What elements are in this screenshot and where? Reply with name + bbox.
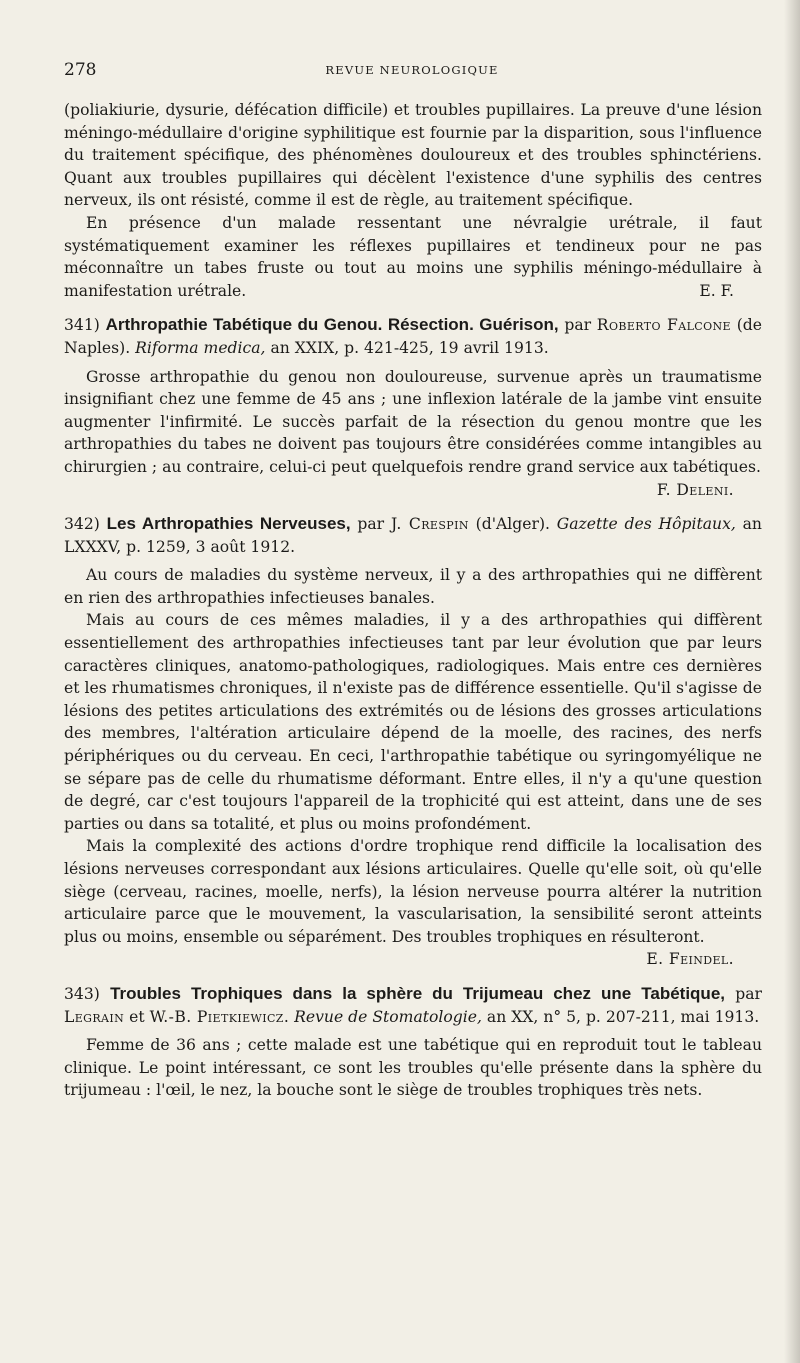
entry-location: (de Naples).	[64, 316, 762, 357]
entry-number: 343)	[64, 984, 100, 1003]
paragraph	[64, 212, 762, 302]
journal-name: Revue de Stomatologie,	[294, 1007, 482, 1026]
entry-343	[64, 983, 762, 1102]
entry-number: 341)	[64, 316, 100, 335]
paragraph: Au cours de maladies du système nerveux, il y a des arthropathies qui ne diffèrent en rien des arthropathies infectieuses banales.	[64, 566, 762, 607]
entry-author: Roberto Falcone	[596, 316, 731, 335]
entry-author: W.-B. Pietkiewicz.	[149, 1007, 290, 1026]
paragraph: Femme de 36 ans ; cette malade est une tabétique qui en reproduit tout le tableau clinique. Le point intéressant, ce sont les troubles qu'elle présente dans la sphère du trijumeau : l'œil, le nez, la bouche sont le siège de troubles trophiques très nets.	[64, 1036, 762, 1100]
paragraph: (poliakiurie, dysurie, défécation difficile) et troubles pupillaires. La preuve d'une lésion méningo-médullaire d'origine syphilitique est fournie par la disparition, sous l'influence du traitement spécifique, des phénomènes douloureux et des troubles sphinctériens. Quant aux troubles pupillaires qui décèlent l'existence d'une syphilis des centres nerveux, ils ont résisté, comme il est de règle, au traitement spécifique.	[64, 101, 762, 210]
by-word: par	[735, 984, 762, 1003]
entry-author: Legrain	[64, 1007, 125, 1026]
and-word: et	[129, 1007, 145, 1026]
signature: E. F.	[699, 281, 734, 300]
entry-title: Arthropathie Tabétique du Genou. Résection. Guérison,	[105, 315, 559, 335]
entry-heading	[64, 983, 762, 1028]
entry-number: 342)	[64, 515, 100, 534]
by-word: par	[357, 515, 385, 534]
paragraph-text: Grosse arthropathie du genou non douloureuse, survenue après un traumatisme insignifiant chez une femme de 45 ans ; une inflexion latérale de la jambe vint ensuite augmenter l'infirmité. Le succès parfait de la résection du genou montre que les arthropathies du tabes ne doivent pas toujours être considérées comme intangibles au chirurgien ; au contraire, celui-ci peut quelquefois rendre grand service aux tabétiques.	[64, 367, 762, 476]
page-edge-shadow	[784, 0, 800, 1363]
running-title: REVUE NEUROLOGIQUE	[325, 63, 499, 77]
entry-heading	[64, 513, 762, 558]
abstract	[64, 366, 762, 499]
entry-341	[64, 314, 762, 501]
page-header	[64, 60, 760, 84]
entry-author: J. Crespin	[390, 515, 469, 534]
previous-entry-end	[64, 99, 762, 302]
entry-title: Les Arthropathies Nerveuses,	[106, 514, 351, 534]
signature: E. Feindel.	[646, 950, 734, 969]
entry-heading	[64, 314, 762, 359]
paragraph: Mais au cours de ces mêmes maladies, il y a des arthropathies qui diffèrent essentiellement des arthropathies infectieuses tant par leur évolution que par leurs caractères cliniques, anatomo-pathologiques, radiologiques. Mais entre ces dernières et les rhumatismes chroniques, il n'existe pas de différence essentielle. Qu'il s'agisse de lésions des petites articulations des extrémités ou de lésions des grosses articulations des membres, l'altération articulaire dépend de la moelle, des racines, des nerfs périphériques ou du cerveau. En ceci, l'arthropathie tabétique ou syringomyélique ne se sépare pas de celle du rhumatisme déformant. Entre elles, il n'y a qu'une question de degré, car c'est toujours l'appareil de la trophicité qui est atteint, dans une de ses parties ou dans sa totalité, et plus ou moins profondément.	[64, 611, 762, 833]
paragraph-text: En présence d'un malade ressentant une névralgie urétrale, il faut systématiquement examiner les réflexes pupillaires et tendineux pour ne pas méconnaître un tabes fruste ou tout au moins une syphilis méningo-médullaire à manifestation urétrale.	[64, 213, 762, 300]
entry-title: Troubles Trophiques dans la sphère du Trijumeau chez une Tabétique,	[110, 983, 725, 1003]
by-word: par	[564, 316, 592, 335]
entry-location: (d'Alger).	[475, 515, 550, 534]
citation: an XX, n° 5, p. 207-211, mai 1913.	[486, 1007, 760, 1026]
journal-name: Riforma medica,	[135, 338, 266, 357]
citation: an XXIX, p. 421-425, 19 avril 1913.	[270, 338, 549, 357]
signature: F. Deleni.	[656, 480, 734, 499]
paragraph	[64, 835, 762, 969]
entry-342	[64, 513, 762, 971]
citation: an LXXXV, p. 1259, 3 août 1912.	[64, 515, 762, 556]
journal-name: Gazette des Hôpitaux,	[556, 515, 736, 534]
page-content	[64, 99, 762, 1102]
paragraph-text: Mais la complexité des actions d'ordre trophique rend difficile la localisation des lésions nerveuses correspondant aux lésions articulaires. Quelle qu'elle soit, où qu'elle siège (cerveau, racines, moelle, nerfs), la lésion nerveuse pourra altérer la nutrition articulaire parce que le mouvement, la vascularisation, la sensibilité seront atteints plus ou moins, ensemble ou séparément. Des troubles trophiques en résulteront.	[64, 837, 762, 946]
page-number: 278	[64, 60, 97, 80]
